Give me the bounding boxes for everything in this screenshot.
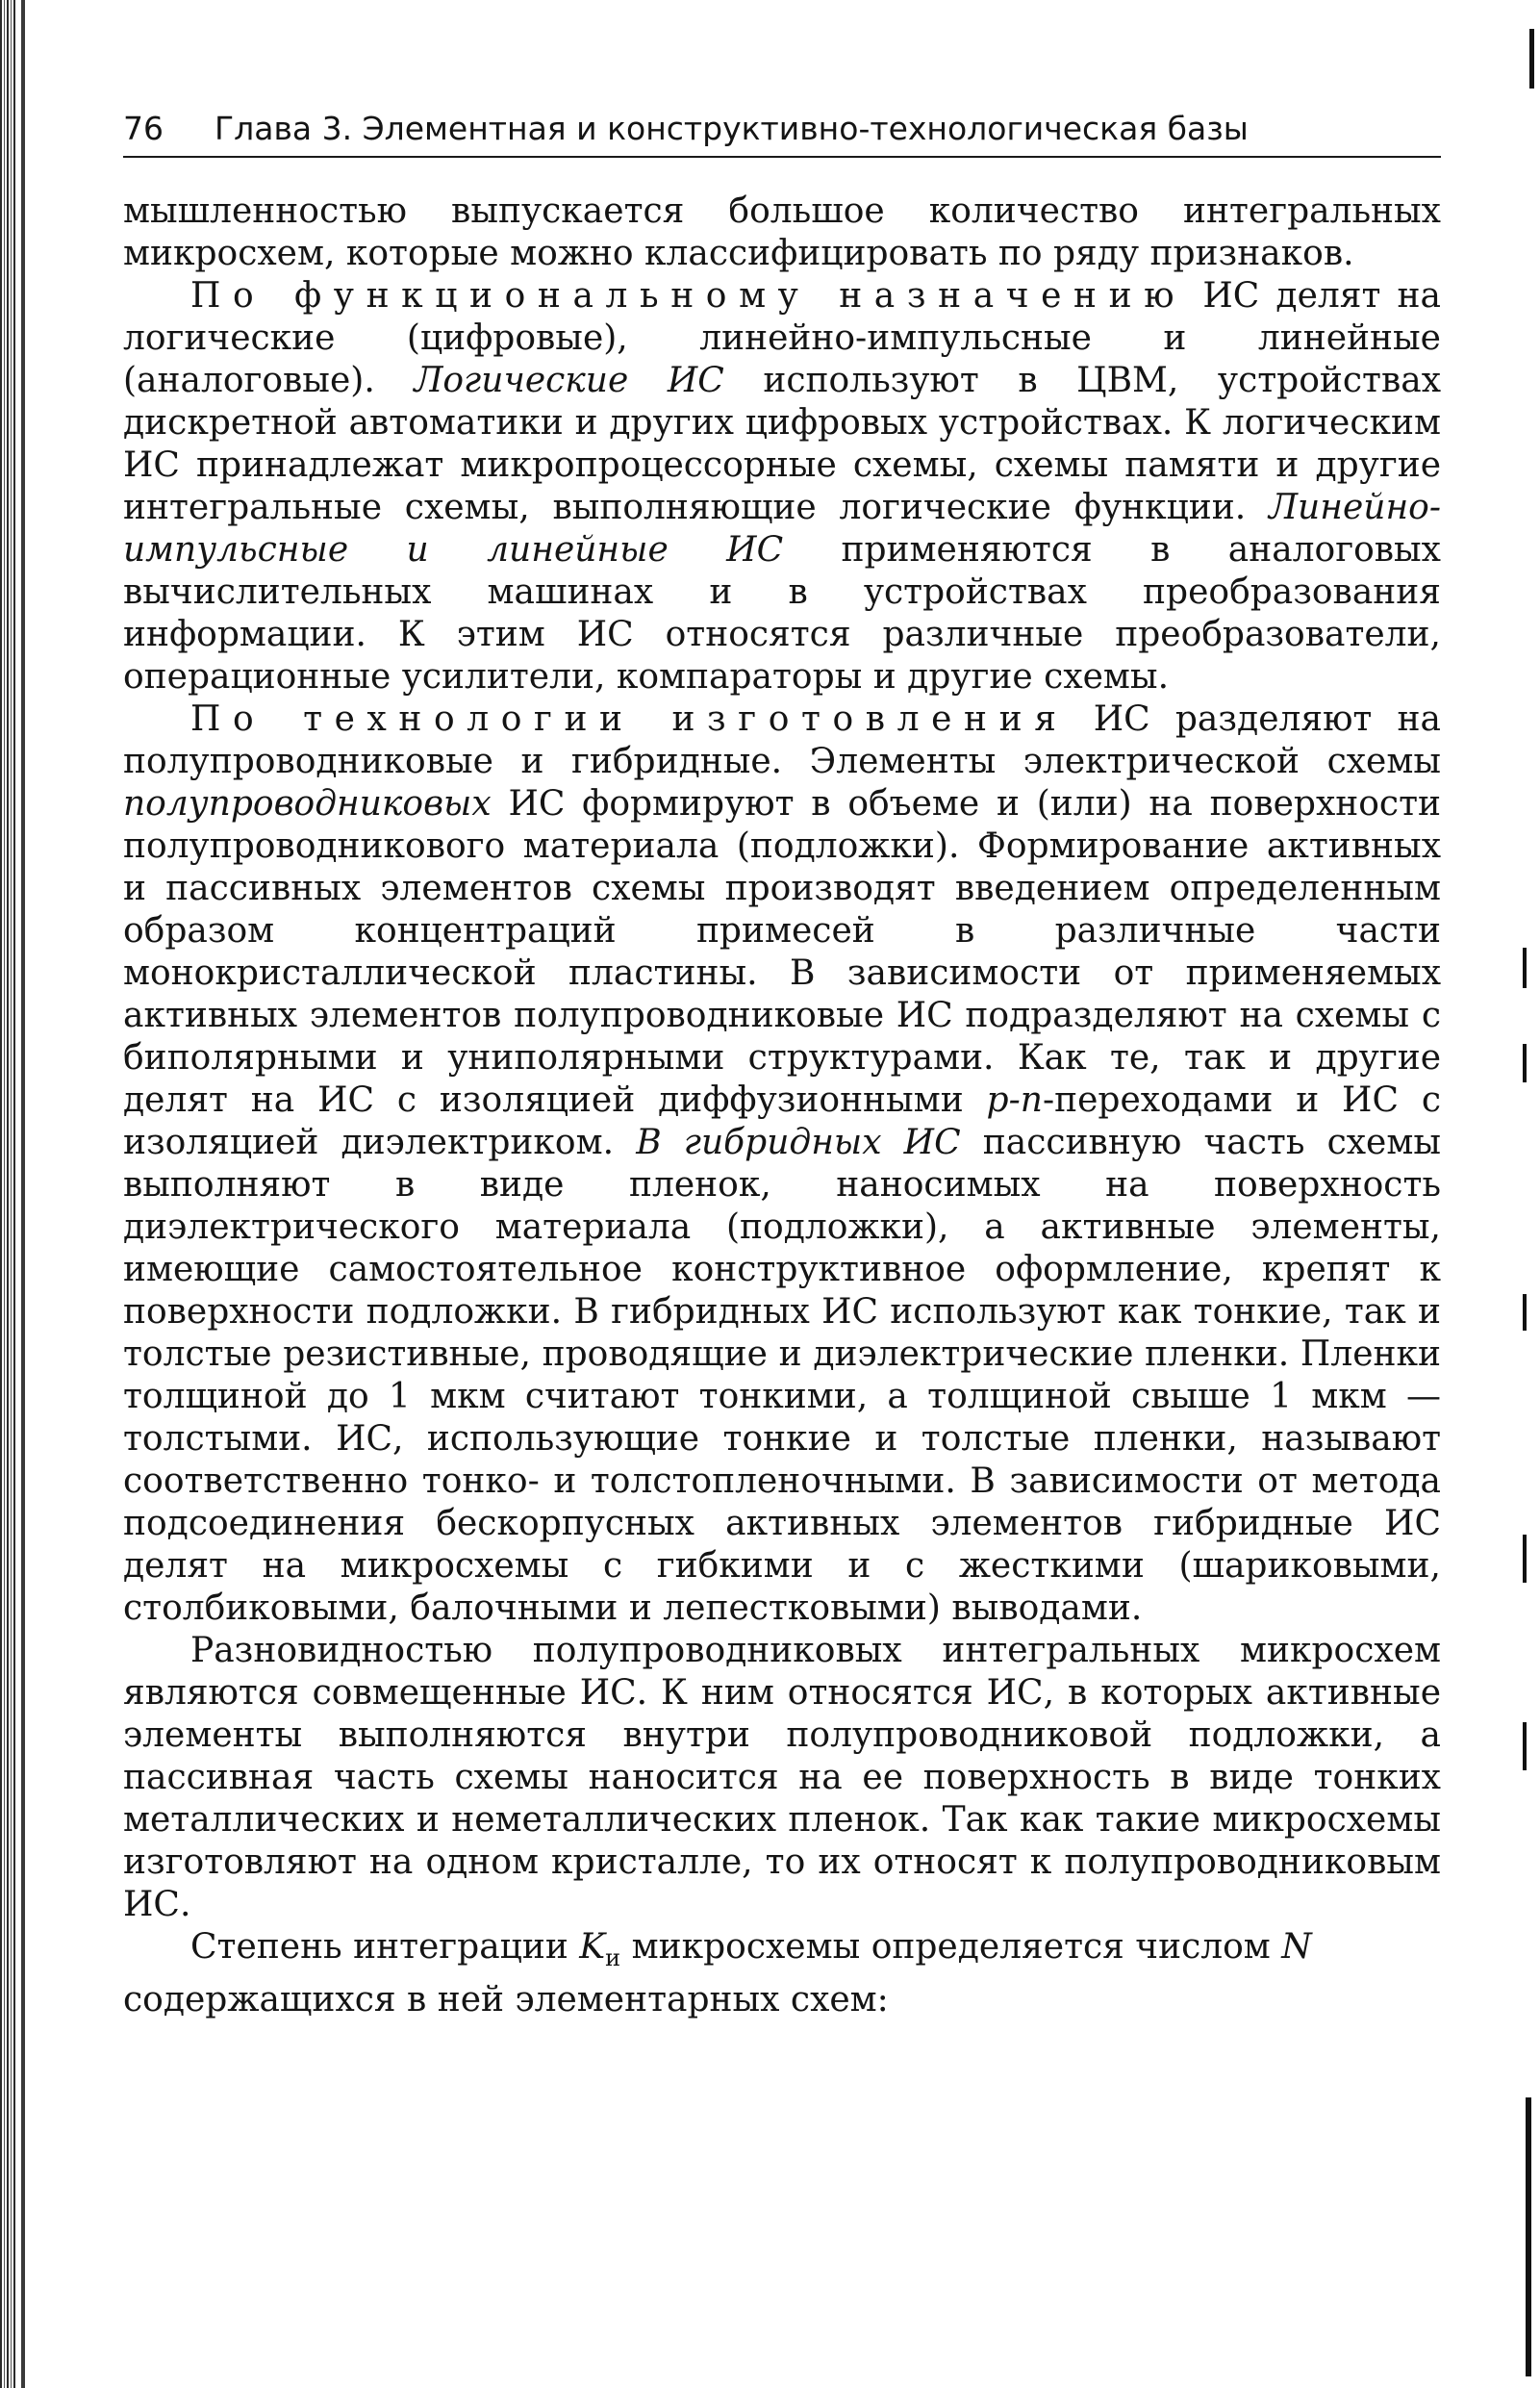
paragraph-5 xyxy=(123,1926,1441,2021)
symbol-k-subscript: и xyxy=(605,1944,621,1972)
page-number: 76 xyxy=(123,110,164,147)
text-run: микросхемы определяется числом xyxy=(620,1927,1282,1967)
paragraph-4: Разновидностью полупроводниковых интегральных микросхем являются совмещенные ИС. К ним относятся ИС, в которых активные элементы выполняются внутри полупроводниковой подложки, а пассивная часть схемы наносится на ее поверхность в виде тонких металлических и неметаллических пленок. Так как такие микросхемы изготовляют на одном кристалле, то их относят к полупроводниковым ИС. xyxy=(123,1631,1441,1924)
paragraph-2 xyxy=(123,275,1441,699)
italic-term: Линейно-импульсные и линейные ИС xyxy=(123,488,1441,570)
text-run: -переходами и ИС с изоляцией диэлектриком. xyxy=(123,1080,1441,1162)
text-run: Степень интеграции xyxy=(190,1927,580,1967)
italic-term: В гибридных ИС xyxy=(636,1123,961,1162)
scan-mark-bottom xyxy=(1526,2097,1531,2376)
text-run: применяются в аналоговых вычислительных машинах и в устройствах преобразования информации. К этим ИС относятся различные преобразователи, операционные усилители, компараторы и другие схемы. xyxy=(123,530,1441,697)
scan-mark-top xyxy=(1529,29,1534,89)
body-text xyxy=(123,191,1441,2021)
symbol-k: K xyxy=(579,1927,606,1967)
scan-mark-4 xyxy=(1523,1535,1527,1583)
text-run: ИС формируют в объеме и (или) на поверхности полупроводникового материала (подложки). Формирование активных и пассивных элементов схемы производят введением определенным образом концентраций примесей в различные части монокристаллической пластины. В зависимости от применяемых активных элементов полупроводниковые ИС подразделяют на схемы с биполярными и униполярными структурами. Как те, так и другие делят на ИС с изоляцией диффузионными xyxy=(123,784,1441,1120)
italic-term: p-n xyxy=(986,1080,1043,1120)
running-head xyxy=(123,108,1441,158)
text-run: пассивную часть схемы выполняют в виде пленок, наносимых на поверхность диэлектрического материала (подложки), а активные элементы, имеющие самостоятельное конструктивное оформление, крепят к поверхности подложки. В гибридных ИС используют как тонкие, так и толстые резистивные, проводящие и диэлектрические пленки. Пленки толщиной до 1 мкм считают тонкими, а толщиной свыше 1 мкм — толстыми. ИС, использующие тонкие и толстые пленки, называют соответственно тонко- и толстопленочными. В зависимости от метода подсоединения бескорпусных активных элементов гибридные ИС делят на микросхемы с гибкими и с жесткими (шариковыми, столбиковыми, балочными и лепестковыми) выводами. xyxy=(123,1123,1441,1628)
scan-edge-line xyxy=(21,0,25,2388)
scan-mark-2 xyxy=(1523,1044,1527,1082)
text-run: ИС делят на логические (цифровые), линейно-импульсные и линейные (аналоговые). xyxy=(123,276,1441,400)
text-run: используют в ЦВМ, устройствах дискретной автоматики и других цифровых устройствах. К логическим ИС принадлежат микропроцессорные схемы, схемы памяти и другие интегральные схемы, выполняющие логические функции. xyxy=(123,361,1442,527)
italic-term: Логические ИС xyxy=(414,361,724,400)
text-run: содержащихся в ней элементарных схем: xyxy=(123,1980,889,2020)
scan-edge-artifact xyxy=(0,0,17,2388)
italic-term: полупроводниковых xyxy=(123,784,492,824)
paragraph-1: мышленностью выпускается большое количество интегральных микросхем, которые можно классифицировать по ряду признаков. xyxy=(123,191,1441,273)
chapter-title: Глава 3. Элементная и конструктивно-технологическая базы xyxy=(215,110,1249,147)
book-page xyxy=(123,108,1441,2021)
symbol-n: N xyxy=(1281,1927,1312,1967)
text-run: ИС разделяют на полупроводниковые и гибридные. Элементы электрической схемы xyxy=(123,699,1441,781)
spaced-lead: По функциональному назначению xyxy=(190,276,1187,316)
paragraph-3 xyxy=(123,699,1441,1630)
scan-mark-1 xyxy=(1523,948,1527,988)
scan-mark-5 xyxy=(1523,1722,1527,1770)
spaced-lead: По технологии изготовления xyxy=(190,699,1069,739)
scan-mark-3 xyxy=(1523,1294,1527,1331)
